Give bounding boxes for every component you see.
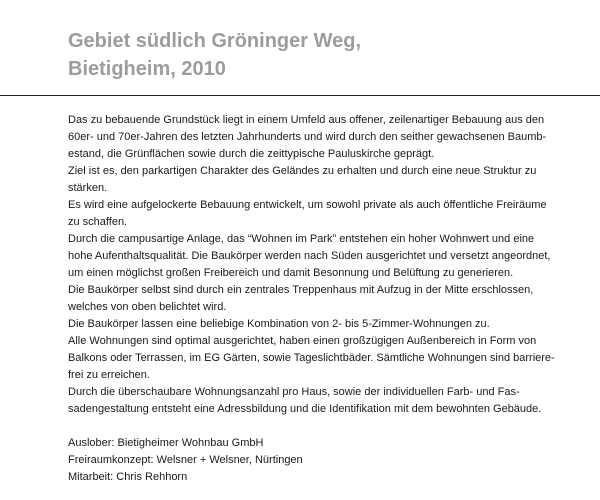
- body-line: Es wird eine aufgelockerte Bebauung entwickelt, um sowohl private als auch öffentliche Freiräume: [68, 199, 547, 211]
- credit-collaborator: Mitarbeit: Chris Rehhorn: [68, 471, 188, 483]
- body-line: Durch die überschaubare Wohnungsanzahl pro Haus, sowie der individuellen Farb- und Fas-: [68, 386, 520, 398]
- body-line: Alle Wohnungen sind optimal ausgerichtet, haben einen großzügigen Außenbereich in Form von: [68, 335, 537, 347]
- body-line: Durch die campusartige Anlage, das “Wohnen im Park” entstehen ein hoher Wohnwert und eine: [68, 233, 535, 245]
- credit-client: Auslober: Bietigheimer Wohnbau GmbH: [68, 437, 264, 449]
- body-line: estand, die Grünflächen sowie durch die zeittypische Pauluskirche geprägt.: [68, 148, 435, 160]
- body-line: welches von oben belichtet wird.: [68, 301, 227, 313]
- body-line: sadengestaltung entsteht eine Adressbildung und die Identifikation mit dem bewohnten Gebäude.: [68, 403, 542, 415]
- credit-landscape: Freiraumkonzept: Welsner + Welsner, Nürtingen: [68, 454, 303, 466]
- page-title-line-1: Gebiet südlich Gröninger Weg,: [68, 30, 361, 52]
- body-line: 60er- und 70er-Jahren des letzten Jahrhunderts und wird durch den seither gewachsenen Baumb-: [68, 131, 547, 143]
- body-line: Ziel ist es, den parkartigen Charakter des Geländes zu erhalten und durch eine neue Struktur zu: [68, 165, 537, 177]
- body-line: Das zu bebauende Grundstück liegt in einem Umfeld aus offener, zeilenartiger Bebauung aus den: [68, 114, 545, 126]
- paragraph-spacer: [68, 418, 593, 435]
- project-description: [68, 112, 593, 486]
- body-line: Die Baukörper lassen eine beliebige Kombination von 2- bis 5-Zimmer-Wohnungen zu.: [68, 318, 490, 330]
- page-title-line-2: Bietigheim, 2010: [68, 58, 226, 80]
- body-line: frei zu erreichen.: [68, 369, 150, 381]
- header-divider: [0, 95, 600, 96]
- body-line: stärken.: [68, 182, 108, 194]
- body-line: zu schaffen.: [68, 216, 128, 228]
- body-line: Die Baukörper selbst sind durch ein zentrales Treppenhaus mit Aufzug in der Mitte erschlossen,: [68, 284, 534, 296]
- page-header: [68, 27, 588, 83]
- body-line: Balkons oder Terrassen, im EG Gärten, sowie Tageslichtbäder. Sämtliche Wohnungen sind barriere-: [68, 352, 555, 364]
- body-line: hohe Aufenthaltsqualität. Die Baukörper werden nach Süden ausgerichtet und versetzt angeordnet,: [68, 250, 551, 262]
- body-line: um einen möglichst großen Freibereich und damit Besonnung und Belüftung zu generieren.: [68, 267, 514, 279]
